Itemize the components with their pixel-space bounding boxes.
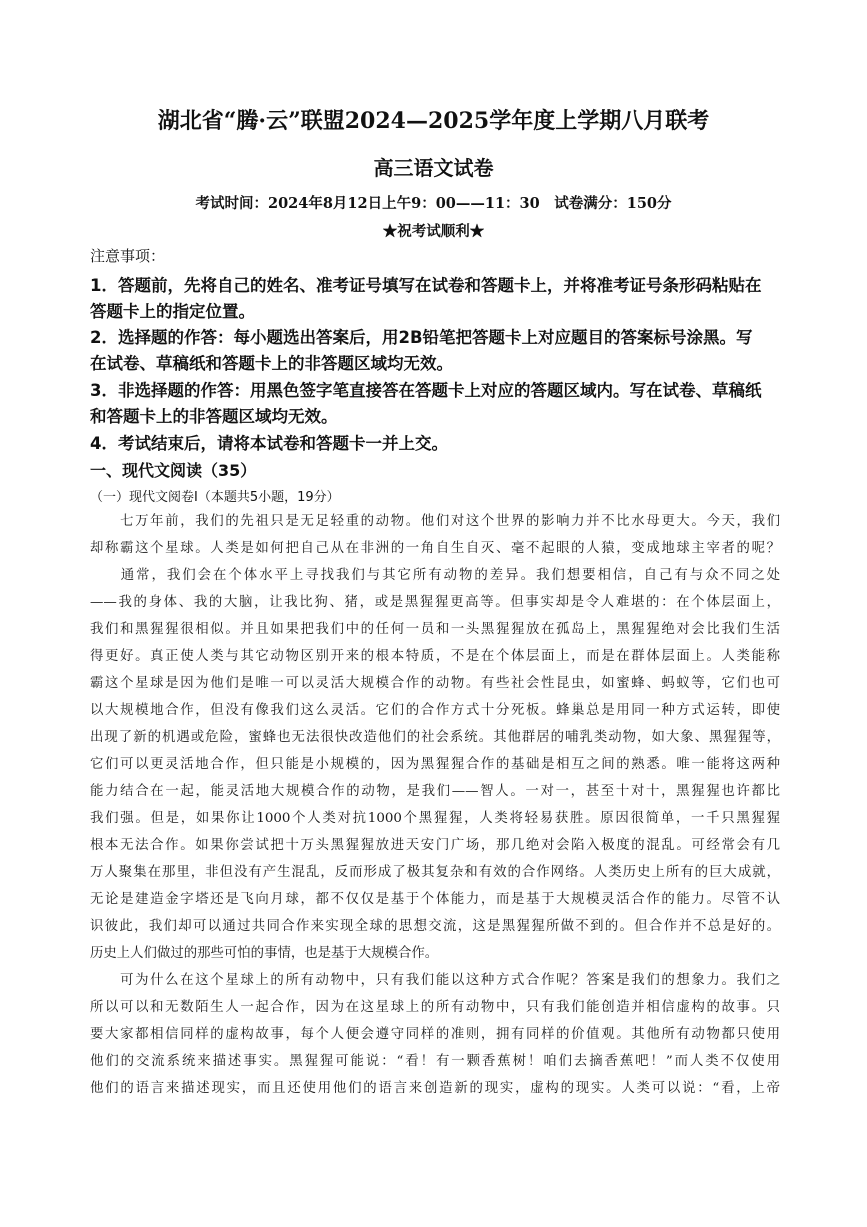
- notice-line: 和答题卡上的非答题区域均无效。: [90, 407, 338, 426]
- passage-line: 它们可以更灵活地合作，但只能是小规模的，因为黑猩猩合作的基础是相互之间的熟悉。唯一能将这两种: [90, 757, 780, 772]
- notice-line: 1．答题前，先将自己的姓名、准考证号填写在试卷和答题卡上，并将准考证号条形码粘贴在: [90, 276, 762, 295]
- notice-line: 2．选择题的作答：每小题选出答案后，用2B铅笔把答题卡上对应题目的答案标号涂黑。写: [90, 328, 753, 347]
- passage-line: 我们和黑猩猩很相似。并且如果把我们中的任何一员和一头黑猩猩放在孤岛上，黑猩猩绝对会比我们生活: [90, 622, 780, 637]
- passage-line: 万人聚集在那里，非但没有产生混乱，反而形成了极其复杂和有效的合作网络。人类历史上所有的巨大成就，: [90, 865, 780, 880]
- passage-line: 识彼此，我们却可以通过共同合作来实现全球的思想交流，这是黑猩猩所做不到的。但合作并不总是好的。: [90, 919, 780, 934]
- passage-line: 能力结合在一起，能灵活地大规模合作的动物，是我们——智人。一对一，甚至十对十，黑猩猩也许都比: [90, 784, 780, 799]
- exam-title: 湖北省“腾·云”联盟2024—2025学年度上学期八月联考: [157, 108, 710, 134]
- passage-line: 以大规模地合作，但没有像我们这么灵活。它们的合作方式十分死板。蜂巢总是用同一种方式运转，即使: [90, 703, 780, 718]
- passage-line: 我们强。但是，如果你让1000个人类对抗1000个黑猩猩，人类将轻易获胜。原因很简单，一千只黑猩猩: [90, 811, 780, 826]
- exam-subtitle: 高三语文试卷: [373, 156, 494, 180]
- passage-line: 出现了新的机遇或危险，蜜蜂也无法很快改造他们的社会系统。其他群居的哺乳类动物，如大象、黑猩猩等，: [90, 730, 780, 745]
- passage-line: 要大家都相信同样的虚构故事，每个人便会遵守同样的准则，拥有同样的价值观。其他所有动物都只使用: [90, 1027, 780, 1042]
- passage-line: 他们的交流系统来描述事实。黑猩猩可能说：“看！有一颗香蕉树！咱们去摘香蕉吧！”而人类不仅使用: [90, 1054, 780, 1069]
- passage-line: 却称霸这个星球。人类是如何把自己从在非洲的一角自生自灭、毫不起眼的人猿，变成地球主宰者的呢？: [90, 541, 780, 556]
- section-title: 一、现代文阅读（35）: [90, 461, 257, 480]
- passage-line: 历史上人们做过的那些可怕的事情，也是基于大规模合作。: [90, 946, 439, 961]
- subsection-title: （一）现代文阅卷Ⅰ（本题共5小题，19分）: [90, 490, 340, 505]
- passage-line: 七万年前，我们的先祖只是无足轻重的动物。他们对这个世界的影响力并不比水母更大。今天，我们: [90, 514, 780, 529]
- good-luck-line: ★祝考试顺利★: [382, 223, 485, 240]
- passage-line: 所以可以和无数陌生人一起合作，因为在这星球上的所有动物中，只有我们能创造并相信虚构的故事。只: [90, 1000, 780, 1015]
- notice-line: 4．考试结束后，请将本试卷和答题卡一并上交。: [90, 434, 448, 453]
- notice-line: 答题卡上的指定位置。: [90, 302, 255, 321]
- passage-line: 他们的语言来描述现实，而且还使用他们的语言来创造新的现实，虚构的现实。人类可以说：“看，上帝: [90, 1081, 780, 1096]
- notice-line: 在试卷、草稿纸和答题卡上的非答题区域均无效。: [90, 354, 453, 373]
- passage-line: 通常，我们会在个体水平上寻找我们与其它所有动物的差异。我们想要相信，自己有与众不同之处: [90, 568, 780, 583]
- notice-line: 3．非选择题的作答：用黑色签字笔直接答在答题卡上对应的答题区域内。写在试卷、草稿纸: [90, 381, 762, 400]
- exam-time-info: 考试时间：2024年8月12日上午9：00——11：30 试卷满分：150分: [195, 195, 672, 212]
- passage-line: ——我的身体、我的大脑，让我比狗、猪，或是黑猩猩更高等。但事实却是令人难堪的：在个体层面上，: [90, 595, 780, 610]
- passage-line: 得更好。真正使人类与其它动物区别开来的根本特质，不是在个体层面上，而是在群体层面上。人类能称: [90, 649, 780, 664]
- passage-line: 霸这个星球是因为他们是唯一可以灵活大规模合作的动物。有些社会性昆虫，如蜜蜂、蚂蚁等，它们也可: [90, 676, 780, 691]
- passage-line: 无论是建造金字塔还是飞向月球，都不仅仅是基于个体能力，而是基于大规模灵活合作的能力。尽管不认: [90, 892, 780, 907]
- passage-line: 根本无法合作。如果你尝试把十万头黑猩猩放进天安门广场，那几绝对会陷入极度的混乱。可经常会有几: [90, 838, 780, 853]
- passage-line: 可为什么在这个星球上的所有动物中，只有我们能以这种方式合作呢？答案是我们的想象力。我们之: [90, 973, 780, 988]
- notice-heading: 注意事项：: [90, 247, 166, 265]
